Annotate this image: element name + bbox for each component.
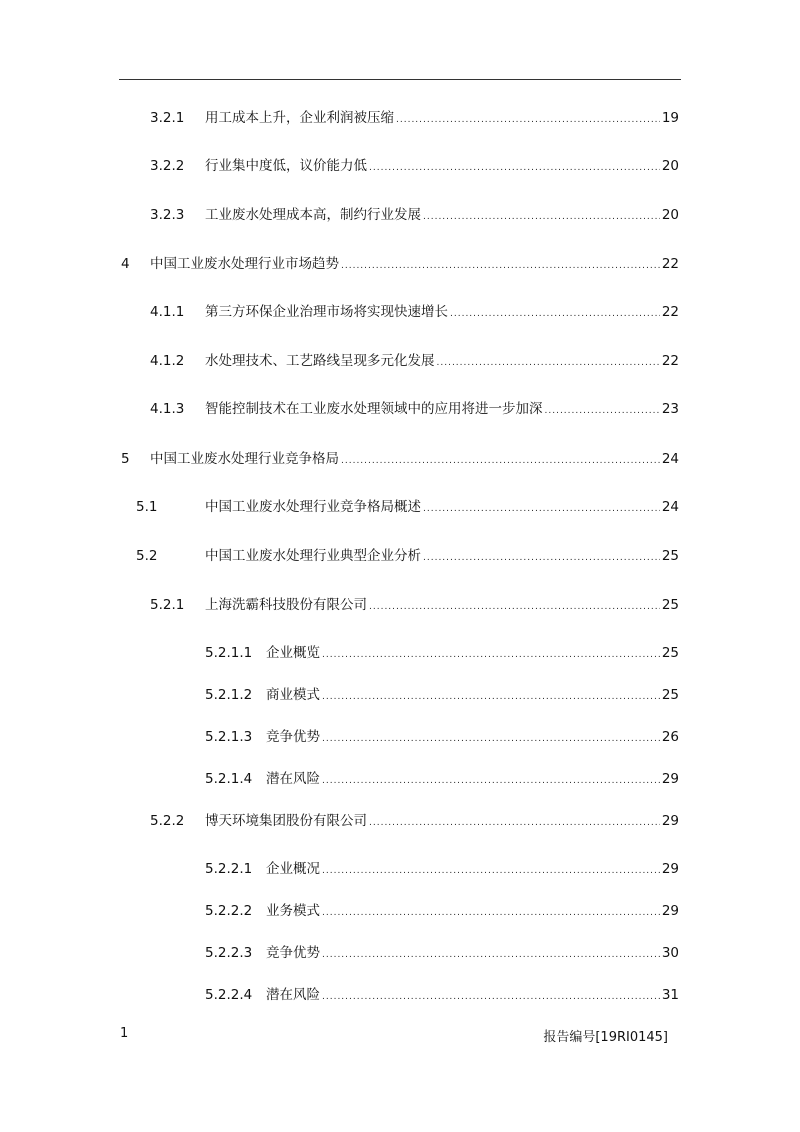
toc-entry-title: 水处理技术、工艺路线呈现多元化发展	[205, 353, 435, 369]
toc-entry-title: 工业废水处理成本高，制约行业发展	[205, 207, 421, 223]
toc-dot-leader	[322, 686, 660, 708]
toc-dot-leader	[369, 596, 660, 618]
toc-dot-leader	[423, 206, 660, 228]
toc-dot-leader	[322, 902, 660, 924]
toc-entry-page: 19	[661, 110, 679, 126]
toc-dot-leader	[322, 986, 660, 1008]
toc-entry-number: 3.2.2	[150, 158, 185, 174]
toc-entry-page: 31	[661, 987, 679, 1003]
toc-entry-title: 企业概况	[266, 861, 320, 877]
toc-entry-page: 29	[661, 813, 679, 829]
toc-entry-number: 4.1.1	[150, 304, 185, 320]
toc-entry-page: 24	[661, 451, 679, 467]
toc-entry-number: 5.2.2	[150, 813, 185, 829]
toc-entry-page: 22	[661, 304, 679, 320]
toc-entry-page: 25	[661, 548, 679, 564]
toc-entry-title: 博天环境集团股份有限公司	[205, 813, 367, 829]
toc-dot-leader	[322, 860, 660, 882]
toc-entry-page: 25	[661, 597, 679, 613]
toc-entry-number: 5.2.1.3	[205, 729, 253, 745]
toc-entry-title: 中国工业废水处理行业典型企业分析	[205, 548, 421, 564]
toc-entry[interactable]	[0, 942, 800, 964]
toc-entry[interactable]	[0, 858, 800, 880]
toc-entry-number: 5.2.1.1	[205, 645, 253, 661]
toc-entry-page: 29	[661, 861, 679, 877]
toc-entry[interactable]	[0, 204, 800, 226]
toc-dot-leader	[322, 944, 660, 966]
toc-entry-number: 4.1.2	[150, 353, 185, 369]
toc-dot-leader	[423, 498, 660, 520]
toc-entry-page: 23	[661, 401, 679, 417]
toc-dot-leader	[545, 400, 660, 422]
toc-entry[interactable]	[0, 768, 800, 790]
toc-dot-leader	[369, 812, 660, 834]
toc-entry-number: 5.2.1.4	[205, 771, 253, 787]
toc-entry-number: 5.2.2.4	[205, 987, 253, 1003]
toc-dot-leader	[396, 109, 660, 131]
toc-entry-title: 商业模式	[266, 687, 320, 703]
toc-entry[interactable]	[0, 594, 800, 616]
toc-dot-leader	[341, 255, 660, 277]
toc-entry-page: 22	[661, 256, 679, 272]
toc-entry[interactable]	[0, 684, 800, 706]
toc-entry-title: 业务模式	[266, 903, 320, 919]
toc-entry-number: 5.2.2.3	[205, 945, 253, 961]
footer-report-id: 报告编号[19RI0145]	[543, 1030, 668, 1045]
toc-entry-title: 潜在风险	[266, 771, 320, 787]
toc-entry[interactable]	[0, 726, 800, 748]
toc-entry-page: 29	[661, 771, 679, 787]
toc-entry-number: 5.2	[136, 548, 158, 564]
toc-entry-title: 行业集中度低，议价能力低	[205, 158, 367, 174]
toc-entry[interactable]	[0, 984, 800, 1006]
toc-entry[interactable]	[0, 545, 800, 567]
toc-entry-title: 中国工业废水处理行业竞争格局概述	[205, 499, 421, 515]
toc-entry-page: 20	[661, 207, 679, 223]
toc-entry-number: 4	[121, 256, 130, 272]
toc-entry-title: 中国工业废水处理行业竞争格局	[150, 451, 339, 467]
toc-entry-title: 用工成本上升，企业利润被压缩	[205, 110, 394, 126]
toc-entry-page: 22	[661, 353, 679, 369]
toc-entry-number: 5.1	[136, 499, 158, 515]
toc-entry[interactable]	[0, 900, 800, 922]
toc-entry-title: 第三方环保企业治理市场将实现快速增长	[205, 304, 448, 320]
toc-entry[interactable]	[0, 253, 800, 275]
toc-entry-page: 24	[661, 499, 679, 515]
toc-entry[interactable]	[0, 301, 800, 323]
footer-page-number: 1	[120, 1026, 129, 1041]
toc-entry-title: 中国工业废水处理行业市场趋势	[150, 256, 339, 272]
toc-entry[interactable]	[0, 642, 800, 664]
toc-entry[interactable]	[0, 810, 800, 832]
toc-entry-number: 5.2.2.1	[205, 861, 253, 877]
toc-entry-page: 26	[661, 729, 679, 745]
toc-entry-title: 潜在风险	[266, 987, 320, 1003]
toc-entry-page: 20	[661, 158, 679, 174]
toc-entry-title: 智能控制技术在工业废水处理领域中的应用将进一步加深	[205, 401, 543, 417]
toc-entry[interactable]	[0, 107, 800, 129]
toc-entry-number: 5.2.1	[150, 597, 185, 613]
toc-dot-leader	[423, 547, 660, 569]
toc-entry-page: 25	[661, 687, 679, 703]
toc-dot-leader	[369, 157, 660, 179]
toc-entry[interactable]	[0, 155, 800, 177]
toc-dot-leader	[450, 303, 660, 325]
toc-entry-page: 29	[661, 903, 679, 919]
toc-entry-number: 4.1.3	[150, 401, 185, 417]
toc-entry-title: 企业概览	[266, 645, 320, 661]
toc-entry[interactable]	[0, 496, 800, 518]
toc-entry-title: 上海洗霸科技股份有限公司	[205, 597, 367, 613]
toc-dot-leader	[437, 352, 660, 374]
toc-dot-leader	[341, 450, 660, 472]
toc-dot-leader	[322, 728, 660, 750]
toc-entry[interactable]	[0, 350, 800, 372]
toc-dot-leader	[322, 644, 660, 666]
header-rule	[119, 79, 681, 80]
toc-entry[interactable]	[0, 448, 800, 470]
toc-entry-title: 竞争优势	[266, 945, 320, 961]
toc-entry-number: 5.2.1.2	[205, 687, 253, 703]
toc-entry-page: 30	[661, 945, 679, 961]
toc-entry-number: 5	[121, 451, 130, 467]
toc-entry-number: 3.2.1	[150, 110, 185, 126]
toc-entry-page: 25	[661, 645, 679, 661]
toc-entry-number: 5.2.2.2	[205, 903, 253, 919]
toc-entry-number: 3.2.3	[150, 207, 185, 223]
toc-entry[interactable]	[0, 398, 800, 420]
toc-entry-title: 竞争优势	[266, 729, 320, 745]
toc-dot-leader	[322, 770, 660, 792]
